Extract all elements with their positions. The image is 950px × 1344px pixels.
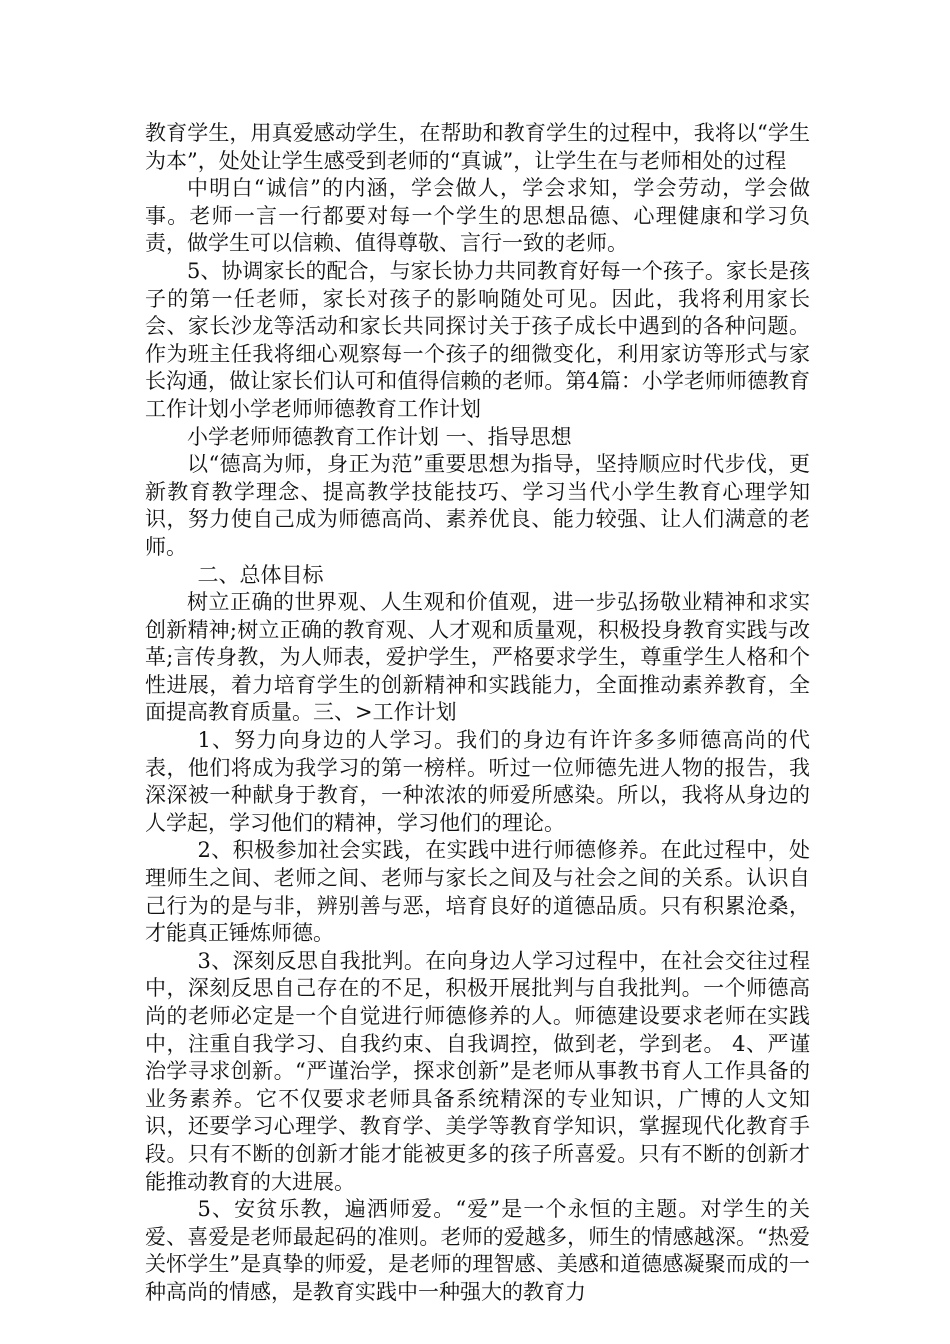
paragraph-parents-cooperation: 5、协调家长的配合，与家长协力共同教育好每一个孩子。家长是孩子的第一任老师，家长对孩子的影响随处可见。因此，我将利用家长会、家长沙龙等活动和家长共同探讨关于孩子成长中遇到的各种问题。作为班主任我将细心观察每一个孩子的细微变化，利用家访等形式与家长沟通，做让家长们认可和值得信赖的老师。第4篇：小学老师师德教育工作计划小学老师师德教育工作计划 xyxy=(145,258,810,421)
paragraph-plan-item-3-4: 3、深刻反思自我批判。在向身边人学习过程中，在社会交往过程中，深刻反思自己存在的不足，积极开展批判与自我批判。一个师德高尚的老师必定是一个自觉进行师德修养的人。师德建设要求老师在实践中，注重自我学习、自我约束、自我调控，做到老，学到老。 4、严谨治学寻求创新。“严谨治学，探求创新”是老师从事教书育人工作具备的业务素养。它不仅要求老师具备系统精深的专业知识，广博的人文知识，还要学习心理学、教育学、美学等教育学知识，掌握现代化教育手段。只有不断的创新才能才能被更多的孩子所喜爱。只有不断的创新才能推动教育的大进展。 xyxy=(145,948,810,1194)
paragraph-honesty: 中明白“诚信”的内涵，学会做人，学会求知，学会劳动，学会做事。老师一言一行都要对每一个学生的思想品德、心理健康和学习负责，做学生可以信赖、值得尊敬、言行一致的老师。 xyxy=(145,176,810,256)
paragraph-continuation: 教育学生，用真爱感动学生，在帮助和教育学生的过程中，我将以“学生为本”，处处让学生感受到老师的“真诚”，让学生在与老师相处的过程 xyxy=(145,121,810,173)
section-heading-overall-goals: 二、总体目标 xyxy=(197,562,324,587)
paragraph-plan-item-2: 2、积极参加社会实践，在实践中进行师德修养。在此过程中，处理师生之间、老师之间、老师与家长之间及与社会之间的关系。认识自己行为的是与非，辨别善与恶，培育良好的道德品质。只有积累沧桑，才能真正锤炼师德。 xyxy=(145,838,810,946)
document-page xyxy=(145,120,810,1307)
paragraph-overall-goals: 树立正确的世界观、人生观和价值观，进一步弘扬敬业精神和求实创新精神;树立正确的教育观、人才观和质量观，积极投身教育实践与改革;言传身教，为人师表，爱护学生，严格要求学生，尊重学生人格和个性进展，着力培育学生的创新精神和实践能力，全面推动素养教育，全面提高教育质量。三、>工作计划 xyxy=(145,590,810,725)
paragraph-plan-item-1: 1、努力向身边的人学习。我们的身边有许许多多师德高尚的代表，他们将成为我学习的第一榜样。听过一位师德先进人物的报告，我深深被一种献身于教育，一种浓浓的师爱所感染。所以，我将从身边的人学起，学习他们的精神，学习他们的理论。 xyxy=(145,728,810,835)
paragraph-plan-item-5: 5、安贫乐教，遍洒师爱。“爱”是一个永恒的主题。对学生的关爱、喜爱是老师最起码的准则。老师的爱越多，师生的情感越深。“热爱关怀学生”是真挚的师爱，是老师的理智感、美感和道德感凝聚而成的一种高尚的情感，是教育实践中一种强大的教育力 xyxy=(145,1197,810,1304)
paragraph-guiding-ideas: 以“德高为师，身正为范”重要思想为指导，坚持顺应时代步伐，更新教育教学理念、提高教学技能技巧、学习当代小学生教育心理学知识，努力使自己成为师德高尚、素养优良、能力较强、让人们满意的老师。 xyxy=(145,452,810,559)
section-heading-guiding-ideas: 小学老师师德教育工作计划 一、指导思想 xyxy=(187,424,572,449)
